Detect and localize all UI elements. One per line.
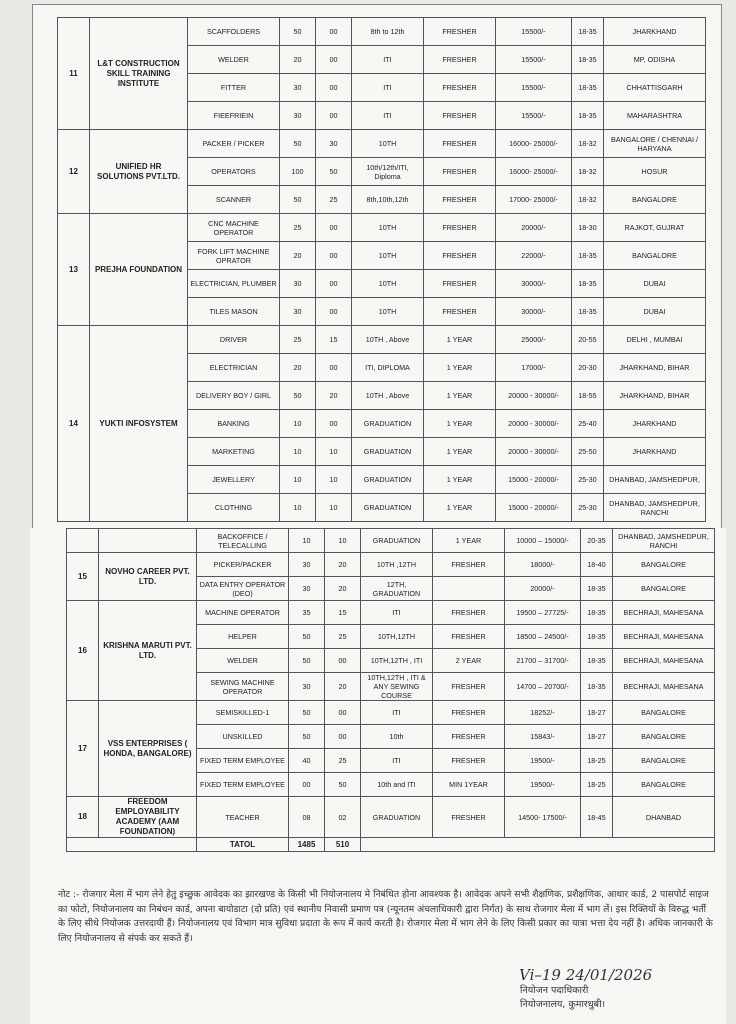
cell-post: MARKETING bbox=[188, 438, 280, 466]
cell-qual: 10th and ITI bbox=[361, 773, 433, 797]
cell-exp: FRESHER bbox=[433, 725, 505, 749]
cell-qual: 8th to 12th bbox=[352, 18, 424, 46]
cell-loc: BANGALORE bbox=[604, 186, 706, 214]
cell-qual: GRADUATION bbox=[352, 410, 424, 438]
cell-vac-male: 30 bbox=[280, 298, 316, 326]
total-female: 510 bbox=[325, 838, 361, 852]
cell-vac-male: 10 bbox=[280, 466, 316, 494]
cell-exp: 1 YEAR bbox=[424, 438, 496, 466]
cell-vac-female: 00 bbox=[316, 46, 352, 74]
cell-vac-female: 25 bbox=[325, 625, 361, 649]
cell-vac-male: 30 bbox=[280, 270, 316, 298]
cell-post: ELECTRICIAN, PLUMBER bbox=[188, 270, 280, 298]
cell-age: 18-35 bbox=[581, 577, 613, 601]
cell-age: 25-30 bbox=[572, 494, 604, 522]
cell-post: SEMISKILLED-1 bbox=[197, 701, 289, 725]
cell-age: 18-32 bbox=[572, 158, 604, 186]
cell-qual: 10TH bbox=[352, 242, 424, 270]
cell-exp: FRESHER bbox=[433, 749, 505, 773]
cell-loc: BANGALORE bbox=[613, 773, 715, 797]
serial-number: 17 bbox=[67, 701, 99, 797]
cell-post: CLOTHING bbox=[188, 494, 280, 522]
cell-salary: 20000/- bbox=[496, 214, 572, 242]
cell-age: 18-45 bbox=[581, 797, 613, 838]
cell-loc: DHANBAD, JAMSHEDPUR, RANCHI bbox=[604, 494, 706, 522]
company-name bbox=[99, 529, 197, 553]
company-name: KRISHNA MARUTI PVT. LTD. bbox=[99, 601, 197, 701]
cell-age: 18-32 bbox=[572, 186, 604, 214]
cell-exp: 2 YEAR bbox=[433, 649, 505, 673]
cell-salary: 21700 – 31700/- bbox=[505, 649, 581, 673]
cell-salary: 19500/- bbox=[505, 749, 581, 773]
cell-post: FIXED TERM EMPLOYEE bbox=[197, 773, 289, 797]
cell-vac-male: 10 bbox=[280, 494, 316, 522]
cell-vac-female: 20 bbox=[325, 577, 361, 601]
company-name: UNIFIED HR SOLUTIONS PVT.LTD. bbox=[90, 130, 188, 214]
cell-age: 18-35 bbox=[572, 74, 604, 102]
cell-vac-male: 50 bbox=[280, 382, 316, 410]
cell-salary: 15500/- bbox=[496, 18, 572, 46]
cell-exp: FRESHER bbox=[424, 102, 496, 130]
cell-age: 18-35 bbox=[581, 601, 613, 625]
cell-vac-female: 20 bbox=[316, 382, 352, 410]
cell-age: 18-35 bbox=[572, 242, 604, 270]
cell-age: 20-30 bbox=[572, 354, 604, 382]
cell-loc: JHARKHAND, BIHAR bbox=[604, 382, 706, 410]
cell-vac-male: 50 bbox=[289, 725, 325, 749]
cell-age: 18-35 bbox=[572, 102, 604, 130]
cell-salary: 15000 - 20000/- bbox=[496, 494, 572, 522]
cell-vac-male: 30 bbox=[289, 577, 325, 601]
cell-vac-male: 08 bbox=[289, 797, 325, 838]
cell-salary: 14700 – 20700/- bbox=[505, 673, 581, 701]
cell-post: DATA ENTRY OPERATOR (DEO) bbox=[197, 577, 289, 601]
cell-age: 18-32 bbox=[572, 130, 604, 158]
cell-qual: 10TH bbox=[352, 270, 424, 298]
cell-qual: 10TH,12TH , ITI & ANY SEWING COURSE bbox=[361, 673, 433, 701]
cell-salary: 22000/- bbox=[496, 242, 572, 270]
table-row bbox=[67, 529, 715, 553]
cell-age: 18-35 bbox=[581, 673, 613, 701]
signature-scrawl: Vi–19 24/01/2026 bbox=[519, 966, 653, 984]
serial-number: 11 bbox=[58, 18, 90, 130]
cell-qual: ITI bbox=[361, 601, 433, 625]
cell-salary: 10000 – 15000/- bbox=[505, 529, 581, 553]
total-spacer bbox=[67, 838, 197, 852]
cell-age: 18-27 bbox=[581, 725, 613, 749]
cell-vac-male: 30 bbox=[280, 74, 316, 102]
cell-qual: 8th,10th,12th bbox=[352, 186, 424, 214]
cell-age: 18-25 bbox=[581, 773, 613, 797]
cell-age: 18-35 bbox=[572, 270, 604, 298]
cell-qual: ITI bbox=[361, 749, 433, 773]
cell-vac-male: 20 bbox=[280, 242, 316, 270]
cell-vac-male: 10 bbox=[289, 529, 325, 553]
vacancy-table-upper bbox=[57, 17, 706, 522]
company-name: VSS ENTERPRISES ( HONDA, BANGALORE) bbox=[99, 701, 197, 797]
cell-qual: 10TH bbox=[352, 130, 424, 158]
cell-post: SCANNER bbox=[188, 186, 280, 214]
cell-exp: 1 YEAR bbox=[424, 494, 496, 522]
cell-vac-male: 25 bbox=[280, 326, 316, 354]
cell-vac-male: 30 bbox=[289, 553, 325, 577]
cell-qual: GRADUATION bbox=[361, 797, 433, 838]
serial-number: 12 bbox=[58, 130, 90, 214]
cell-exp: FRESHER bbox=[424, 214, 496, 242]
cell-salary: 20000/- bbox=[505, 577, 581, 601]
cell-age: 18-35 bbox=[581, 649, 613, 673]
cell-loc: DELHI , MUMBAI bbox=[604, 326, 706, 354]
company-name: PREJHA FOUNDATION bbox=[90, 214, 188, 326]
cell-post: MACHINE OPERATOR bbox=[197, 601, 289, 625]
cell-loc: JHARKHAND bbox=[604, 438, 706, 466]
cell-salary: 14500- 17500/- bbox=[505, 797, 581, 838]
company-name: YUKTI INFOSYSTEM bbox=[90, 326, 188, 522]
cell-age: 25-30 bbox=[572, 466, 604, 494]
cell-loc: BANGALORE bbox=[613, 725, 715, 749]
cell-exp: 1 YEAR bbox=[424, 466, 496, 494]
serial-number: 18 bbox=[67, 797, 99, 838]
cell-vac-male: 50 bbox=[289, 701, 325, 725]
cell-vac-female: 00 bbox=[325, 725, 361, 749]
cell-salary: 15500/- bbox=[496, 74, 572, 102]
cell-exp: FRESHER bbox=[433, 601, 505, 625]
cell-age: 20-55 bbox=[572, 326, 604, 354]
cell-qual: GRADUATION bbox=[352, 494, 424, 522]
cell-exp: FRESHER bbox=[433, 701, 505, 725]
cell-qual: 10th bbox=[361, 725, 433, 749]
cell-loc: BANGALORE bbox=[613, 701, 715, 725]
total-label: TATOL bbox=[197, 838, 289, 852]
cell-qual: ITI bbox=[352, 46, 424, 74]
table-row bbox=[58, 214, 706, 242]
cell-exp: FRESHER bbox=[424, 242, 496, 270]
cell-salary: 18000/- bbox=[505, 553, 581, 577]
table-row bbox=[67, 797, 715, 838]
cell-loc: MP, ODISHA bbox=[604, 46, 706, 74]
cell-vac-male: 00 bbox=[289, 773, 325, 797]
vacancy-table-lower bbox=[66, 528, 715, 852]
cell-vac-female: 30 bbox=[316, 130, 352, 158]
cell-post: JEWELLERY bbox=[188, 466, 280, 494]
cell-exp: FRESHER bbox=[424, 298, 496, 326]
cell-qual: ITI bbox=[352, 74, 424, 102]
cell-exp: FRESHER bbox=[433, 553, 505, 577]
cell-salary: 17000/- bbox=[496, 354, 572, 382]
cell-post: WELDER bbox=[197, 649, 289, 673]
cell-post: SEWING MACHINE OPERATOR bbox=[197, 673, 289, 701]
cell-salary: 25000/- bbox=[496, 326, 572, 354]
table-row bbox=[58, 326, 706, 354]
cell-loc: JHARKHAND, BIHAR bbox=[604, 354, 706, 382]
cell-vac-male: 20 bbox=[280, 354, 316, 382]
cell-vac-female: 20 bbox=[325, 553, 361, 577]
cell-salary: 19500/- bbox=[505, 773, 581, 797]
cell-vac-male: 10 bbox=[280, 410, 316, 438]
table-row bbox=[67, 701, 715, 725]
cell-vac-male: 10 bbox=[280, 438, 316, 466]
cell-qual: 10TH,12TH , ITI bbox=[361, 649, 433, 673]
cell-salary: 20000 - 30000/- bbox=[496, 410, 572, 438]
cell-vac-female: 25 bbox=[316, 186, 352, 214]
cell-exp: 1 YEAR bbox=[424, 382, 496, 410]
cell-exp: FRESHER bbox=[433, 797, 505, 838]
cell-vac-female: 00 bbox=[316, 74, 352, 102]
cell-vac-female: 10 bbox=[316, 494, 352, 522]
cell-post: FIEEFRIEIN bbox=[188, 102, 280, 130]
cell-qual: GRADUATION bbox=[352, 466, 424, 494]
cell-age: 18-27 bbox=[581, 701, 613, 725]
cell-vac-female: 00 bbox=[316, 214, 352, 242]
cell-age: 20-35 bbox=[581, 529, 613, 553]
cell-age: 25-40 bbox=[572, 410, 604, 438]
cell-salary: 16000- 25000/- bbox=[496, 158, 572, 186]
cell-post: WELDER bbox=[188, 46, 280, 74]
cell-loc: HOSUR bbox=[604, 158, 706, 186]
serial-number: 14 bbox=[58, 326, 90, 522]
cell-post: HELPER bbox=[197, 625, 289, 649]
signature-block bbox=[520, 984, 720, 1013]
cell-exp: 1 YEAR bbox=[424, 326, 496, 354]
cell-post: ELECTRICIAN bbox=[188, 354, 280, 382]
company-name: L&T CONSTRUCTION SKILL TRAINING INSTITUTE bbox=[90, 18, 188, 130]
serial-number: 15 bbox=[67, 553, 99, 601]
cell-exp: 1 YEAR bbox=[424, 354, 496, 382]
cell-vac-female: 00 bbox=[316, 102, 352, 130]
cell-exp: FRESHER bbox=[424, 270, 496, 298]
cell-exp: FRESHER bbox=[424, 18, 496, 46]
table-row bbox=[58, 130, 706, 158]
cell-vac-female: 15 bbox=[325, 601, 361, 625]
cell-vac-female: 10 bbox=[325, 529, 361, 553]
table-row bbox=[67, 553, 715, 577]
cell-vac-female: 15 bbox=[316, 326, 352, 354]
cell-loc: BANGALORE bbox=[604, 242, 706, 270]
cell-exp: MIN 1YEAR bbox=[433, 773, 505, 797]
cell-vac-male: 25 bbox=[280, 214, 316, 242]
cell-vac-female: 02 bbox=[325, 797, 361, 838]
cell-vac-female: 00 bbox=[316, 18, 352, 46]
cell-post: OPERATORS bbox=[188, 158, 280, 186]
cell-post: FITTER bbox=[188, 74, 280, 102]
cell-salary: 30000/- bbox=[496, 298, 572, 326]
cell-vac-male: 50 bbox=[280, 18, 316, 46]
cell-post: CNC MACHINE OPERATOR bbox=[188, 214, 280, 242]
cell-vac-male: 40 bbox=[289, 749, 325, 773]
cell-exp: FRESHER bbox=[433, 625, 505, 649]
cell-vac-male: 30 bbox=[289, 673, 325, 701]
cell-vac-female: 00 bbox=[316, 354, 352, 382]
cell-qual: 10TH , Above bbox=[352, 382, 424, 410]
cell-vac-male: 50 bbox=[289, 625, 325, 649]
cell-age: 18-35 bbox=[572, 18, 604, 46]
cell-age: 18-40 bbox=[581, 553, 613, 577]
cell-vac-female: 00 bbox=[316, 270, 352, 298]
cell-vac-male: 50 bbox=[280, 186, 316, 214]
cell-vac-female: 00 bbox=[325, 701, 361, 725]
cell-loc: BANGALORE / CHENNAI / HARYANA bbox=[604, 130, 706, 158]
cell-post: BACKOFFICE / TELECALLING bbox=[197, 529, 289, 553]
cell-salary: 15500/- bbox=[496, 46, 572, 74]
cell-salary: 15500/- bbox=[496, 102, 572, 130]
cell-salary: 15000 - 20000/- bbox=[496, 466, 572, 494]
cell-loc: DUBAI bbox=[604, 270, 706, 298]
cell-qual: ITI bbox=[352, 102, 424, 130]
cell-exp: 1 YEAR bbox=[424, 410, 496, 438]
cell-qual: 12TH, GRADUATION bbox=[361, 577, 433, 601]
page-upper-sheet bbox=[32, 4, 722, 536]
cell-post: FORK LIFT MACHINE OPRATOR bbox=[188, 242, 280, 270]
cell-loc: RAJKOT, GUJRAT bbox=[604, 214, 706, 242]
cell-vac-male: 30 bbox=[280, 102, 316, 130]
cell-exp: FRESHER bbox=[424, 158, 496, 186]
cell-vac-female: 00 bbox=[316, 410, 352, 438]
cell-salary: 18500 – 24500/- bbox=[505, 625, 581, 649]
cell-age: 25-50 bbox=[572, 438, 604, 466]
cell-exp: FRESHER bbox=[424, 46, 496, 74]
cell-loc: BECHRAJI, MAHESANA bbox=[613, 649, 715, 673]
table-row bbox=[67, 601, 715, 625]
company-name: FREEDOM EMPLOYABILITY ACADEMY (AAM FOUNDATION) bbox=[99, 797, 197, 838]
cell-salary: 20000 - 30000/- bbox=[496, 438, 572, 466]
cell-post: TILES MASON bbox=[188, 298, 280, 326]
cell-exp bbox=[433, 577, 505, 601]
serial-number: 16 bbox=[67, 601, 99, 701]
cell-qual: 10TH bbox=[352, 214, 424, 242]
cell-vac-female: 20 bbox=[325, 673, 361, 701]
hindi-note: नोट :- रोजगार मेला में भाग लेने हेतु इच्छुक आवेदक का झारखण्ड के किसी भी नियोजनालय मे निबंधित होना आवश्यक है। आवेदक अपने सभी शैक्षणिक, प्रशैक्षणिक, आधार कार्ड, 2 पासपोर्ट साइज का फोटो, नियोजनालय का निबंधन कार्ड, अपना बायोडाटा (दो प्रति) एवं स्थानीय निवासी प्रमाण पत्र (न्यूनतम अंचलाधिकारी द्वारा निर्गत) के साथ रोजगार मेला में भाग लें। इस रिक्तियों के विरुद्ध भर्ती के लिए सीधे नियोजक उत्तरदायी हैं। नियोजनालय एवं विभाग मात्र सुविधा प्रदाता के रूप में कार्य करती है। रोजगार मेला में भाग लेने के लिए किसी प्रकार का यात्रा भत्ता देय नहीं है। अधिक जानकारी के लिए नियोजनालय से संपर्क कर सकते हैं। bbox=[58, 889, 713, 945]
cell-qual: ITI bbox=[361, 701, 433, 725]
cell-salary: 19500 – 27725/- bbox=[505, 601, 581, 625]
cell-qual: 10th/12th/ITI, Diploma bbox=[352, 158, 424, 186]
signatory-office: नियोजनालय, कुमारधुबी। bbox=[520, 999, 606, 1011]
cell-post: PACKER / PICKER bbox=[188, 130, 280, 158]
cell-loc: MAHARASHTRA bbox=[604, 102, 706, 130]
cell-vac-female: 50 bbox=[325, 773, 361, 797]
cell-post: TEACHER bbox=[197, 797, 289, 838]
company-name: NOVHO CAREER PVT. LTD. bbox=[99, 553, 197, 601]
cell-post: DRIVER bbox=[188, 326, 280, 354]
cell-vac-male: 50 bbox=[289, 649, 325, 673]
serial-number bbox=[67, 529, 99, 553]
cell-vac-female: 00 bbox=[316, 298, 352, 326]
cell-post: UNSKILLED bbox=[197, 725, 289, 749]
cell-loc: DUBAI bbox=[604, 298, 706, 326]
cell-post: BANKING bbox=[188, 410, 280, 438]
cell-age: 18-35 bbox=[572, 298, 604, 326]
cell-exp: FRESHER bbox=[433, 673, 505, 701]
cell-qual: 10TH,12TH bbox=[361, 625, 433, 649]
cell-post: DELIVERY BOY / GIRL bbox=[188, 382, 280, 410]
cell-age: 18-35 bbox=[572, 46, 604, 74]
cell-loc: BANGALORE bbox=[613, 553, 715, 577]
cell-loc: BANGALORE bbox=[613, 749, 715, 773]
cell-loc: JHARKHAND bbox=[604, 410, 706, 438]
cell-salary: 16000- 25000/- bbox=[496, 130, 572, 158]
cell-exp: FRESHER bbox=[424, 74, 496, 102]
cell-vac-male: 35 bbox=[289, 601, 325, 625]
cell-post: FIXED TERM EMPLOYEE bbox=[197, 749, 289, 773]
page-lower-sheet bbox=[30, 528, 726, 1024]
cell-vac-female: 50 bbox=[316, 158, 352, 186]
cell-vac-male: 50 bbox=[280, 130, 316, 158]
cell-vac-male: 100 bbox=[280, 158, 316, 186]
cell-qual: GRADUATION bbox=[361, 529, 433, 553]
cell-exp: 1 YEAR bbox=[433, 529, 505, 553]
cell-qual: 10TH ,12TH bbox=[361, 553, 433, 577]
cell-vac-male: 20 bbox=[280, 46, 316, 74]
cell-salary: 30000/- bbox=[496, 270, 572, 298]
cell-exp: FRESHER bbox=[424, 186, 496, 214]
cell-loc: BECHRAJI, MAHESANA bbox=[613, 673, 715, 701]
cell-loc: DHANBAD, JAMSHEDPUR, bbox=[604, 466, 706, 494]
cell-qual: ITI, DIPLOMA bbox=[352, 354, 424, 382]
cell-post: PICKER/PACKER bbox=[197, 553, 289, 577]
cell-salary: 15843/- bbox=[505, 725, 581, 749]
cell-age: 18-30 bbox=[572, 214, 604, 242]
cell-loc: JHARKHAND bbox=[604, 18, 706, 46]
cell-vac-female: 25 bbox=[325, 749, 361, 773]
cell-qual: 10TH , Above bbox=[352, 326, 424, 354]
cell-loc: BECHRAJI, MAHESANA bbox=[613, 625, 715, 649]
cell-age: 18-55 bbox=[572, 382, 604, 410]
cell-loc: DHANBAD, JAMSHEDPUR, RANCHI bbox=[613, 529, 715, 553]
cell-loc: BECHRAJI, MAHESANA bbox=[613, 601, 715, 625]
total-filler bbox=[361, 838, 715, 852]
cell-loc: BANGALORE bbox=[613, 577, 715, 601]
cell-vac-female: 10 bbox=[316, 466, 352, 494]
cell-qual: GRADUATION bbox=[352, 438, 424, 466]
cell-qual: 10TH bbox=[352, 298, 424, 326]
cell-post: SCAFFOLDERS bbox=[188, 18, 280, 46]
cell-age: 18-35 bbox=[581, 625, 613, 649]
cell-salary: 20000 - 30000/- bbox=[496, 382, 572, 410]
total-male: 1485 bbox=[289, 838, 325, 852]
cell-vac-female: 00 bbox=[316, 242, 352, 270]
cell-salary: 18252/- bbox=[505, 701, 581, 725]
cell-age: 18-25 bbox=[581, 749, 613, 773]
table-row bbox=[58, 18, 706, 46]
signatory-title: नियोजन पदाधिकारी bbox=[520, 985, 589, 996]
cell-vac-female: 00 bbox=[325, 649, 361, 673]
cell-loc: CHHATTISGARH bbox=[604, 74, 706, 102]
serial-number: 13 bbox=[58, 214, 90, 326]
cell-vac-female: 10 bbox=[316, 438, 352, 466]
cell-exp: FRESHER bbox=[424, 130, 496, 158]
cell-loc: DHANBAD bbox=[613, 797, 715, 838]
cell-salary: 17000- 25000/- bbox=[496, 186, 572, 214]
total-row bbox=[67, 838, 715, 852]
